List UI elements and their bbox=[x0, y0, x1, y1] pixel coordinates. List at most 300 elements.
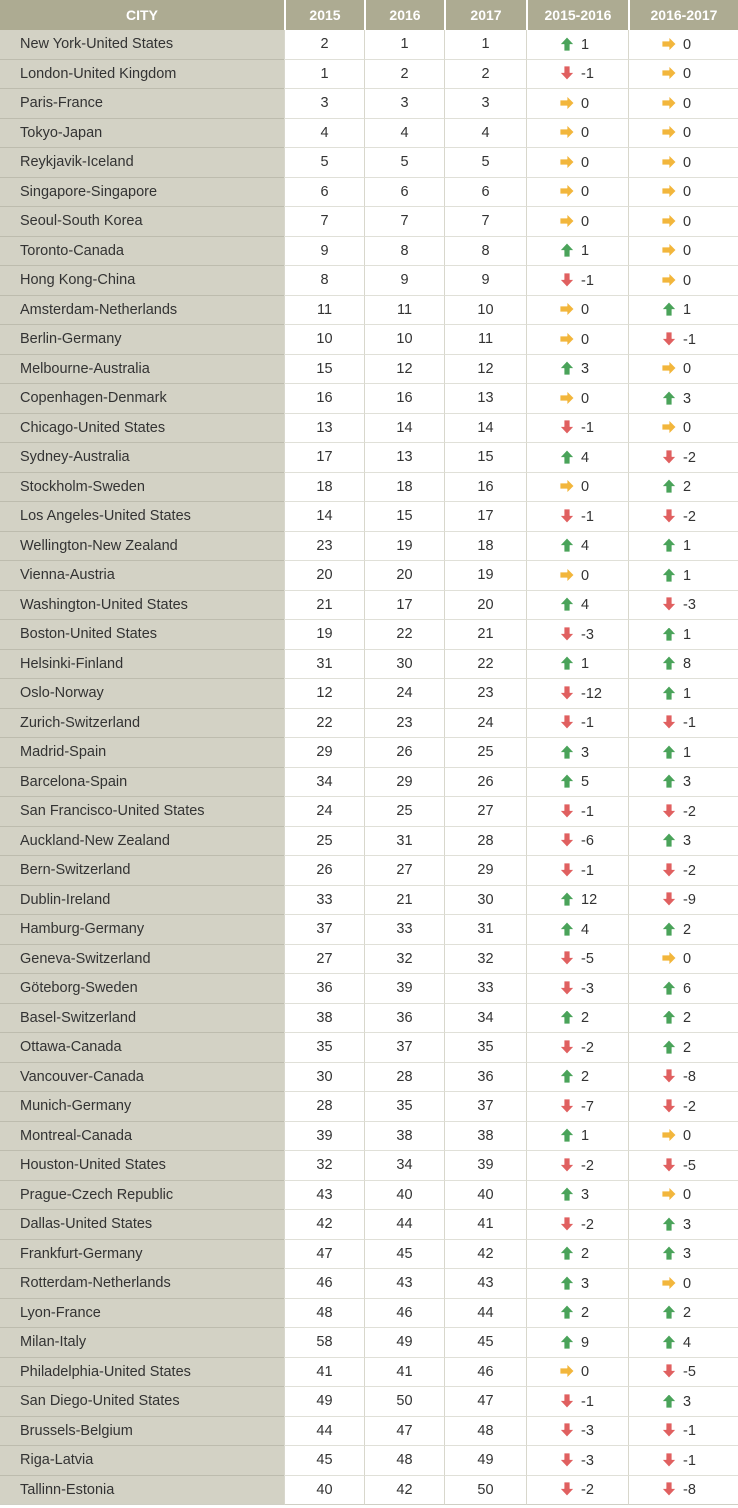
change-2016-2017 bbox=[628, 1328, 738, 1358]
rank-2017: 34 bbox=[444, 1004, 526, 1034]
arrow-up-icon bbox=[661, 301, 677, 317]
change-2015-2016 bbox=[526, 414, 628, 444]
change-2016-2017 bbox=[628, 1269, 738, 1299]
city-name: Brussels-Belgium bbox=[0, 1417, 284, 1447]
arrow-up-icon bbox=[661, 537, 677, 553]
city-name: San Francisco-United States bbox=[0, 797, 284, 827]
change-value: -3 bbox=[581, 626, 594, 643]
table-row bbox=[0, 60, 738, 90]
city-name: Los Angeles-United States bbox=[0, 502, 284, 532]
change-2015-2016 bbox=[526, 1063, 628, 1093]
change-value: 0 bbox=[683, 184, 692, 201]
change-2015-2016 bbox=[526, 237, 628, 267]
change-2016-2017 bbox=[628, 473, 738, 503]
rank-2015: 22 bbox=[284, 709, 364, 739]
change-value: -5 bbox=[581, 951, 594, 968]
arrow-down-icon bbox=[661, 1098, 677, 1114]
arrow-right-icon bbox=[661, 95, 677, 111]
change-value: 0 bbox=[581, 95, 590, 112]
change-2016-2017 bbox=[628, 1358, 738, 1388]
change-value: 0 bbox=[581, 567, 590, 584]
change-value: 1 bbox=[683, 538, 692, 555]
rank-2017: 23 bbox=[444, 679, 526, 709]
city-name: Vancouver-Canada bbox=[0, 1063, 284, 1093]
arrow-down-icon bbox=[559, 1452, 575, 1468]
change-value: -2 bbox=[581, 1039, 594, 1056]
table-row bbox=[0, 679, 738, 709]
change-value: 0 bbox=[581, 125, 590, 142]
change-value: 3 bbox=[683, 1246, 692, 1263]
change-2016-2017 bbox=[628, 89, 738, 119]
rank-2017: 17 bbox=[444, 502, 526, 532]
change-value: 3 bbox=[683, 390, 692, 407]
arrow-right-icon bbox=[559, 567, 575, 583]
change-2015-2016 bbox=[526, 1476, 628, 1506]
change-2016-2017 bbox=[628, 207, 738, 237]
arrow-right-icon bbox=[661, 36, 677, 52]
rank-2016: 40 bbox=[364, 1181, 444, 1211]
change-value: -1 bbox=[683, 331, 696, 348]
change-value: -1 bbox=[683, 715, 696, 732]
change-value: 4 bbox=[683, 1334, 692, 1351]
change-2015-2016 bbox=[526, 325, 628, 355]
change-2016-2017 bbox=[628, 148, 738, 178]
rank-2017: 39 bbox=[444, 1151, 526, 1181]
table-row bbox=[0, 443, 738, 473]
change-2015-2016 bbox=[526, 1417, 628, 1447]
rank-2016: 20 bbox=[364, 561, 444, 591]
arrow-down-icon bbox=[661, 1422, 677, 1438]
change-value: 1 bbox=[683, 685, 692, 702]
arrow-right-icon bbox=[559, 331, 575, 347]
rank-2015: 5 bbox=[284, 148, 364, 178]
rank-2016: 2 bbox=[364, 60, 444, 90]
change-value: 3 bbox=[683, 833, 692, 850]
change-2015-2016 bbox=[526, 768, 628, 798]
header-2015: 2015 bbox=[284, 0, 364, 30]
arrow-down-icon bbox=[559, 1393, 575, 1409]
rank-2015: 3 bbox=[284, 89, 364, 119]
change-value: 2 bbox=[581, 1010, 590, 1027]
arrow-right-icon bbox=[559, 124, 575, 140]
change-2015-2016 bbox=[526, 148, 628, 178]
change-2016-2017 bbox=[628, 1092, 738, 1122]
arrow-down-icon bbox=[559, 950, 575, 966]
rank-2015: 31 bbox=[284, 650, 364, 680]
rank-2015: 19 bbox=[284, 620, 364, 650]
arrow-up-icon bbox=[559, 1304, 575, 1320]
arrow-up-icon bbox=[661, 1304, 677, 1320]
change-2016-2017 bbox=[628, 237, 738, 267]
change-value: 2 bbox=[683, 921, 692, 938]
change-2016-2017 bbox=[628, 1063, 738, 1093]
arrow-up-icon bbox=[559, 744, 575, 760]
table-row bbox=[0, 148, 738, 178]
rank-2017: 37 bbox=[444, 1092, 526, 1122]
change-value: -2 bbox=[581, 1157, 594, 1174]
change-2016-2017 bbox=[628, 325, 738, 355]
arrow-right-icon bbox=[559, 183, 575, 199]
change-value: 1 bbox=[683, 744, 692, 761]
arrow-down-icon bbox=[661, 596, 677, 612]
rank-2016: 49 bbox=[364, 1328, 444, 1358]
city-name: Copenhagen-Denmark bbox=[0, 384, 284, 414]
table-row bbox=[0, 1417, 738, 1447]
table-row bbox=[0, 473, 738, 503]
rank-2017: 11 bbox=[444, 325, 526, 355]
table-row bbox=[0, 1358, 738, 1388]
change-2015-2016 bbox=[526, 266, 628, 296]
table-row bbox=[0, 768, 738, 798]
rank-2015: 6 bbox=[284, 178, 364, 208]
change-2015-2016 bbox=[526, 709, 628, 739]
table-row bbox=[0, 738, 738, 768]
table-row bbox=[0, 178, 738, 208]
rank-2016: 29 bbox=[364, 768, 444, 798]
arrow-right-icon bbox=[661, 213, 677, 229]
rank-2015: 8 bbox=[284, 266, 364, 296]
rank-2015: 28 bbox=[284, 1092, 364, 1122]
change-value: -3 bbox=[683, 597, 696, 614]
city-name: Melbourne-Australia bbox=[0, 355, 284, 385]
arrow-down-icon bbox=[559, 1098, 575, 1114]
rank-2015: 2 bbox=[284, 30, 364, 60]
city-name: Philadelphia-United States bbox=[0, 1358, 284, 1388]
rank-2016: 45 bbox=[364, 1240, 444, 1270]
change-value: 2 bbox=[683, 1039, 692, 1056]
arrow-up-icon bbox=[661, 390, 677, 406]
rank-2015: 45 bbox=[284, 1446, 364, 1476]
change-value: -7 bbox=[581, 1098, 594, 1115]
city-name: Amsterdam-Netherlands bbox=[0, 296, 284, 326]
arrow-right-icon bbox=[661, 419, 677, 435]
arrow-up-icon bbox=[661, 921, 677, 937]
change-value: -8 bbox=[683, 1482, 696, 1499]
change-value: -2 bbox=[683, 803, 696, 820]
change-2016-2017 bbox=[628, 532, 738, 562]
change-value: -1 bbox=[581, 1393, 594, 1410]
change-2015-2016 bbox=[526, 679, 628, 709]
city-name: Chicago-United States bbox=[0, 414, 284, 444]
city-name: Riga-Latvia bbox=[0, 1446, 284, 1476]
city-name: Zurich-Switzerland bbox=[0, 709, 284, 739]
rank-2015: 12 bbox=[284, 679, 364, 709]
rank-2016: 10 bbox=[364, 325, 444, 355]
change-value: 0 bbox=[683, 36, 692, 53]
rank-2015: 25 bbox=[284, 827, 364, 857]
rank-2016: 25 bbox=[364, 797, 444, 827]
rank-2017: 19 bbox=[444, 561, 526, 591]
arrow-down-icon bbox=[661, 862, 677, 878]
rank-2015: 48 bbox=[284, 1299, 364, 1329]
change-value: -2 bbox=[581, 1482, 594, 1499]
rank-2017: 13 bbox=[444, 384, 526, 414]
change-2015-2016 bbox=[526, 30, 628, 60]
change-value: -1 bbox=[581, 508, 594, 525]
arrow-right-icon bbox=[661, 1186, 677, 1202]
rank-2015: 37 bbox=[284, 915, 364, 945]
rank-2016: 17 bbox=[364, 591, 444, 621]
change-value: 3 bbox=[581, 1275, 590, 1292]
change-2016-2017 bbox=[628, 266, 738, 296]
arrow-up-icon bbox=[559, 596, 575, 612]
city-name: Vienna-Austria bbox=[0, 561, 284, 591]
change-2015-2016 bbox=[526, 945, 628, 975]
rank-2017: 43 bbox=[444, 1269, 526, 1299]
change-2016-2017 bbox=[628, 1210, 738, 1240]
change-2015-2016 bbox=[526, 827, 628, 857]
change-2016-2017 bbox=[628, 384, 738, 414]
rank-2017: 3 bbox=[444, 89, 526, 119]
rank-2017: 42 bbox=[444, 1240, 526, 1270]
table-row bbox=[0, 237, 738, 267]
change-2016-2017 bbox=[628, 797, 738, 827]
city-name: Paris-France bbox=[0, 89, 284, 119]
rank-2016: 33 bbox=[364, 915, 444, 945]
change-2015-2016 bbox=[526, 60, 628, 90]
rank-2017: 50 bbox=[444, 1476, 526, 1506]
change-value: -9 bbox=[683, 892, 696, 909]
rank-2015: 11 bbox=[284, 296, 364, 326]
rank-2015: 47 bbox=[284, 1240, 364, 1270]
arrow-down-icon bbox=[661, 1363, 677, 1379]
change-value: 1 bbox=[683, 567, 692, 584]
change-2016-2017 bbox=[628, 945, 738, 975]
rank-2016: 9 bbox=[364, 266, 444, 296]
city-name: San Diego-United States bbox=[0, 1387, 284, 1417]
change-2016-2017 bbox=[628, 1387, 738, 1417]
rank-2017: 4 bbox=[444, 119, 526, 149]
rank-2017: 47 bbox=[444, 1387, 526, 1417]
rank-2016: 34 bbox=[364, 1151, 444, 1181]
city-name: Boston-United States bbox=[0, 620, 284, 650]
arrow-up-icon bbox=[661, 832, 677, 848]
change-2016-2017 bbox=[628, 1446, 738, 1476]
change-value: 4 bbox=[581, 449, 590, 466]
rank-2017: 6 bbox=[444, 178, 526, 208]
arrow-up-icon bbox=[661, 744, 677, 760]
rank-2015: 14 bbox=[284, 502, 364, 532]
city-name: Washington-United States bbox=[0, 591, 284, 621]
table-row bbox=[0, 620, 738, 650]
city-name: Oslo-Norway bbox=[0, 679, 284, 709]
rank-2016: 43 bbox=[364, 1269, 444, 1299]
city-name: Seoul-South Korea bbox=[0, 207, 284, 237]
change-value: 0 bbox=[581, 331, 590, 348]
city-name: Wellington-New Zealand bbox=[0, 532, 284, 562]
change-value: 3 bbox=[683, 774, 692, 791]
change-2015-2016 bbox=[526, 443, 628, 473]
city-name: Tallinn-Estonia bbox=[0, 1476, 284, 1506]
change-value: 2 bbox=[683, 479, 692, 496]
change-2015-2016 bbox=[526, 974, 628, 1004]
city-name: Dallas-United States bbox=[0, 1210, 284, 1240]
rank-2017: 7 bbox=[444, 207, 526, 237]
change-2016-2017 bbox=[628, 60, 738, 90]
city-name: Houston-United States bbox=[0, 1151, 284, 1181]
rank-2017: 21 bbox=[444, 620, 526, 650]
arrow-up-icon bbox=[661, 567, 677, 583]
rank-2016: 18 bbox=[364, 473, 444, 503]
arrow-up-icon bbox=[661, 1334, 677, 1350]
arrow-up-icon bbox=[559, 537, 575, 553]
change-2015-2016 bbox=[526, 1269, 628, 1299]
rank-2017: 44 bbox=[444, 1299, 526, 1329]
table-row bbox=[0, 384, 738, 414]
rank-2015: 18 bbox=[284, 473, 364, 503]
change-value: -2 bbox=[683, 1098, 696, 1115]
rank-2015: 49 bbox=[284, 1387, 364, 1417]
rank-2016: 28 bbox=[364, 1063, 444, 1093]
rank-2016: 38 bbox=[364, 1122, 444, 1152]
change-value: -1 bbox=[581, 715, 594, 732]
change-value: 0 bbox=[581, 479, 590, 496]
change-2016-2017 bbox=[628, 886, 738, 916]
change-value: 12 bbox=[581, 892, 598, 909]
change-2016-2017 bbox=[628, 1181, 738, 1211]
arrow-down-icon bbox=[559, 685, 575, 701]
rank-2016: 8 bbox=[364, 237, 444, 267]
change-value: 3 bbox=[581, 744, 590, 761]
change-2015-2016 bbox=[526, 1033, 628, 1063]
rank-2017: 12 bbox=[444, 355, 526, 385]
rank-2016: 44 bbox=[364, 1210, 444, 1240]
change-2016-2017 bbox=[628, 591, 738, 621]
rank-2017: 45 bbox=[444, 1328, 526, 1358]
arrow-down-icon bbox=[559, 419, 575, 435]
arrow-right-icon bbox=[661, 1127, 677, 1143]
rank-2015: 9 bbox=[284, 237, 364, 267]
change-2015-2016 bbox=[526, 591, 628, 621]
change-2016-2017 bbox=[628, 768, 738, 798]
rank-2015: 42 bbox=[284, 1210, 364, 1240]
table-header bbox=[0, 0, 738, 30]
rank-2015: 16 bbox=[284, 384, 364, 414]
city-name: Helsinki-Finland bbox=[0, 650, 284, 680]
rank-2016: 19 bbox=[364, 532, 444, 562]
change-2015-2016 bbox=[526, 178, 628, 208]
arrow-up-icon bbox=[559, 921, 575, 937]
change-2016-2017 bbox=[628, 974, 738, 1004]
change-value: -2 bbox=[683, 449, 696, 466]
arrow-right-icon bbox=[559, 213, 575, 229]
change-value: -5 bbox=[683, 1364, 696, 1381]
rank-2015: 13 bbox=[284, 414, 364, 444]
city-name: Prague-Czech Republic bbox=[0, 1181, 284, 1211]
rank-2015: 43 bbox=[284, 1181, 364, 1211]
change-2015-2016 bbox=[526, 561, 628, 591]
change-value: 2 bbox=[581, 1305, 590, 1322]
rank-2017: 2 bbox=[444, 60, 526, 90]
arrow-right-icon bbox=[559, 478, 575, 494]
change-2015-2016 bbox=[526, 1387, 628, 1417]
header-city: CITY bbox=[0, 0, 284, 30]
change-value: 4 bbox=[581, 921, 590, 938]
arrow-up-icon bbox=[559, 1127, 575, 1143]
city-name: Auckland-New Zealand bbox=[0, 827, 284, 857]
rank-2016: 31 bbox=[364, 827, 444, 857]
rank-2017: 24 bbox=[444, 709, 526, 739]
change-2015-2016 bbox=[526, 355, 628, 385]
table-row bbox=[0, 119, 738, 149]
change-2015-2016 bbox=[526, 1092, 628, 1122]
rank-2016: 13 bbox=[364, 443, 444, 473]
arrow-up-icon bbox=[559, 1334, 575, 1350]
change-value: 5 bbox=[581, 774, 590, 791]
arrow-up-icon bbox=[559, 1186, 575, 1202]
arrow-down-icon bbox=[559, 508, 575, 524]
table-row bbox=[0, 709, 738, 739]
change-value: 3 bbox=[581, 1187, 590, 1204]
table-row bbox=[0, 974, 738, 1004]
change-2015-2016 bbox=[526, 1122, 628, 1152]
change-2015-2016 bbox=[526, 532, 628, 562]
change-2015-2016 bbox=[526, 1328, 628, 1358]
change-2015-2016 bbox=[526, 1004, 628, 1034]
change-2015-2016 bbox=[526, 1210, 628, 1240]
rank-2016: 26 bbox=[364, 738, 444, 768]
arrow-down-icon bbox=[661, 1068, 677, 1084]
rank-2015: 21 bbox=[284, 591, 364, 621]
table-row bbox=[0, 1476, 738, 1506]
change-2015-2016 bbox=[526, 119, 628, 149]
city-name: Sydney-Australia bbox=[0, 443, 284, 473]
table-row bbox=[0, 915, 738, 945]
change-value: 0 bbox=[683, 1128, 692, 1145]
change-2016-2017 bbox=[628, 1240, 738, 1270]
rank-2016: 42 bbox=[364, 1476, 444, 1506]
rank-2015: 58 bbox=[284, 1328, 364, 1358]
change-value: 1 bbox=[683, 626, 692, 643]
change-2016-2017 bbox=[628, 296, 738, 326]
rank-2017: 1 bbox=[444, 30, 526, 60]
rank-2016: 23 bbox=[364, 709, 444, 739]
arrow-up-icon bbox=[661, 1216, 677, 1232]
rank-2016: 35 bbox=[364, 1092, 444, 1122]
arrow-right-icon bbox=[661, 154, 677, 170]
table-row bbox=[0, 591, 738, 621]
change-value: 0 bbox=[581, 154, 590, 171]
rank-2015: 27 bbox=[284, 945, 364, 975]
rank-2017: 25 bbox=[444, 738, 526, 768]
change-value: 0 bbox=[683, 361, 692, 378]
table-row bbox=[0, 1240, 738, 1270]
arrow-up-icon bbox=[661, 478, 677, 494]
arrow-down-icon bbox=[559, 862, 575, 878]
change-2015-2016 bbox=[526, 296, 628, 326]
change-value: 1 bbox=[581, 656, 590, 673]
arrow-down-icon bbox=[559, 1422, 575, 1438]
arrow-right-icon bbox=[559, 1363, 575, 1379]
arrow-right-icon bbox=[661, 360, 677, 376]
rank-2015: 40 bbox=[284, 1476, 364, 1506]
table-row bbox=[0, 650, 738, 680]
change-value: -2 bbox=[683, 508, 696, 525]
rank-2015: 33 bbox=[284, 886, 364, 916]
change-2016-2017 bbox=[628, 502, 738, 532]
rank-2017: 33 bbox=[444, 974, 526, 1004]
change-value: 0 bbox=[683, 66, 692, 83]
rank-2015: 17 bbox=[284, 443, 364, 473]
rank-2015: 30 bbox=[284, 1063, 364, 1093]
change-2015-2016 bbox=[526, 915, 628, 945]
table-row bbox=[0, 1328, 738, 1358]
change-value: 0 bbox=[683, 154, 692, 171]
change-2016-2017 bbox=[628, 709, 738, 739]
rank-2016: 3 bbox=[364, 89, 444, 119]
arrow-down-icon bbox=[661, 1452, 677, 1468]
change-value: 0 bbox=[581, 302, 590, 319]
